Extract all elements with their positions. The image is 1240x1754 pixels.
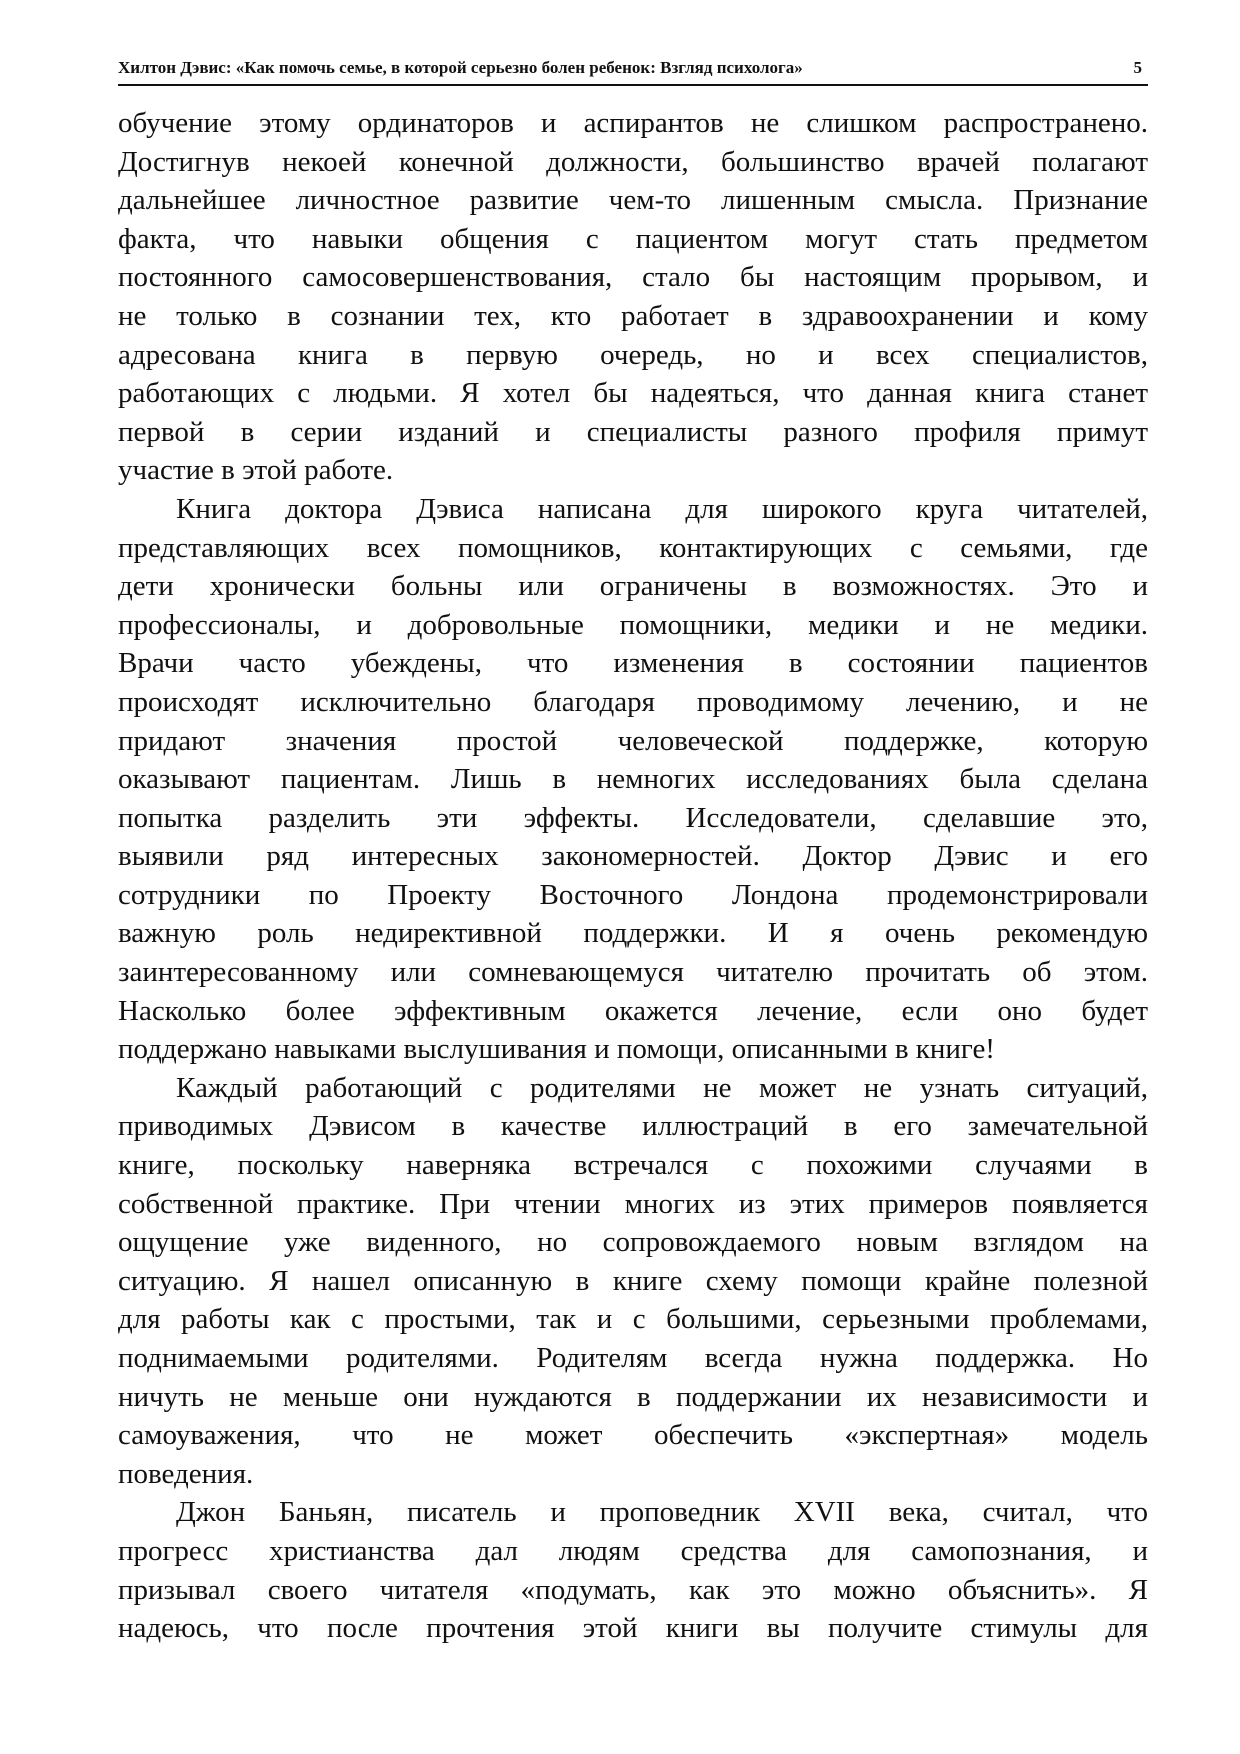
text-line: ощущение уже виденного, но сопровождаемого новым взглядом на <box>118 1226 1148 1259</box>
text-line: Достигнув некоей конечной должности, большинство врачей полагают <box>118 145 1148 178</box>
text-line: попытка разделить эти эффекты. Исследователи, сделавшие это, <box>118 801 1148 834</box>
paragraph <box>118 1069 1148 1494</box>
text-line: собственной практике. При чтении многих из этих примеров появляется <box>118 1187 1148 1220</box>
text-line: первой в серии изданий и специалисты разного профиля примут <box>118 415 1148 448</box>
text-line: придают значения простой человеческой поддержке, которую <box>118 724 1148 757</box>
text-line: поведения. <box>118 1457 254 1490</box>
text-line: представляющих всех помощников, контактирующих с семьями, где <box>118 531 1148 564</box>
text-line: выявили ряд интересных закономерностей. Доктор Дэвис и его <box>118 840 1148 873</box>
text-line: дальнейшее личностное развитие чем-то лишенным смысла. Признание <box>118 184 1148 217</box>
text-line: не только в сознании тех, кто работает в здравоохранении и кому <box>118 299 1148 332</box>
paragraph <box>118 1493 1148 1647</box>
text-line: ситуацию. Я нашел описанную в книге схему помощи крайне полезной <box>118 1264 1148 1297</box>
text-line: надеюсь, что после прочтения этой книги вы получите стимулы для <box>118 1612 1148 1645</box>
text-line: самоуважения, что не может обеспечить «экспертная» модель <box>118 1419 1148 1452</box>
text-line: книге, поскольку наверняка встречался с похожими случаями в <box>118 1149 1148 1182</box>
text-line: постоянного самосовершенствования, стало бы настоящим прорывом, и <box>118 261 1148 294</box>
running-title: Хилтон Дэвис: «Как помочь семье, в которой серьезно болен ребенок: Взгляд психолога» <box>118 58 803 77</box>
text-line: адресована книга в первую очередь, но и всех специалистов, <box>118 338 1148 371</box>
text-line: участие в этой работе. <box>118 454 394 487</box>
text-line: для работы как с простыми, так и с большими, серьезными проблемами, <box>118 1303 1148 1336</box>
text-line: оказывают пациентам. Лишь в немногих исследованиях была сделана <box>118 763 1148 796</box>
running-header <box>118 54 1148 86</box>
body-text <box>118 104 1148 1648</box>
text-line: поддержано навыками выслушивания и помощи, описанными в книге! <box>118 1033 995 1066</box>
text-line: ничуть не меньше они нуждаются в поддержании их независимости и <box>118 1380 1148 1413</box>
text-line: дети хронически больны или ограничены в возможностях. Это и <box>118 570 1148 603</box>
text-line: приводимых Дэвисом в качестве иллюстраций в его замечательной <box>118 1110 1148 1143</box>
text-line: Книга доктора Дэвиса написана для широкого круга читателей, <box>176 492 1148 525</box>
text-line: происходят исключительно благодаря проводимому лечению, и не <box>118 685 1148 718</box>
text-line: призывал своего читателя «подумать, как это можно объяснить». Я <box>118 1573 1148 1606</box>
text-line: факта, что навыки общения с пациентом могут стать предметом <box>118 222 1148 255</box>
text-line: профессионалы, и добровольные помощники, медики и не медики. <box>118 608 1148 641</box>
text-line: важную роль недирективной поддержки. И я очень рекомендую <box>118 917 1148 950</box>
text-line: Джон Баньян, писатель и проповедник XVII века, считал, что <box>176 1496 1148 1529</box>
text-line: работающих с людьми. Я хотел бы надеяться, что данная книга станет <box>118 377 1148 410</box>
page-number: 5 <box>1133 58 1142 77</box>
text-line: сотрудники по Проекту Восточного Лондона продемонстрировали <box>118 878 1148 911</box>
text-line: прогресс христианства дал людям средства для самопознания, и <box>118 1534 1148 1567</box>
paragraph <box>118 104 1148 490</box>
text-line: Каждый работающий с родителями не может не узнать ситуаций, <box>176 1071 1148 1104</box>
text-line: Врачи часто убеждены, что изменения в состоянии пациентов <box>118 647 1148 680</box>
paragraph <box>118 490 1148 1069</box>
text-line: Насколько более эффективным окажется лечение, если оно будет <box>118 994 1148 1027</box>
text-line: заинтересованному или сомневающемуся читателю прочитать об этом. <box>118 956 1148 989</box>
text-line: поднимаемыми родителями. Родителям всегда нужна поддержка. Но <box>118 1342 1148 1374</box>
text-line: обучение этому ординаторов и аспирантов не слишком распространено. <box>118 107 1148 139</box>
